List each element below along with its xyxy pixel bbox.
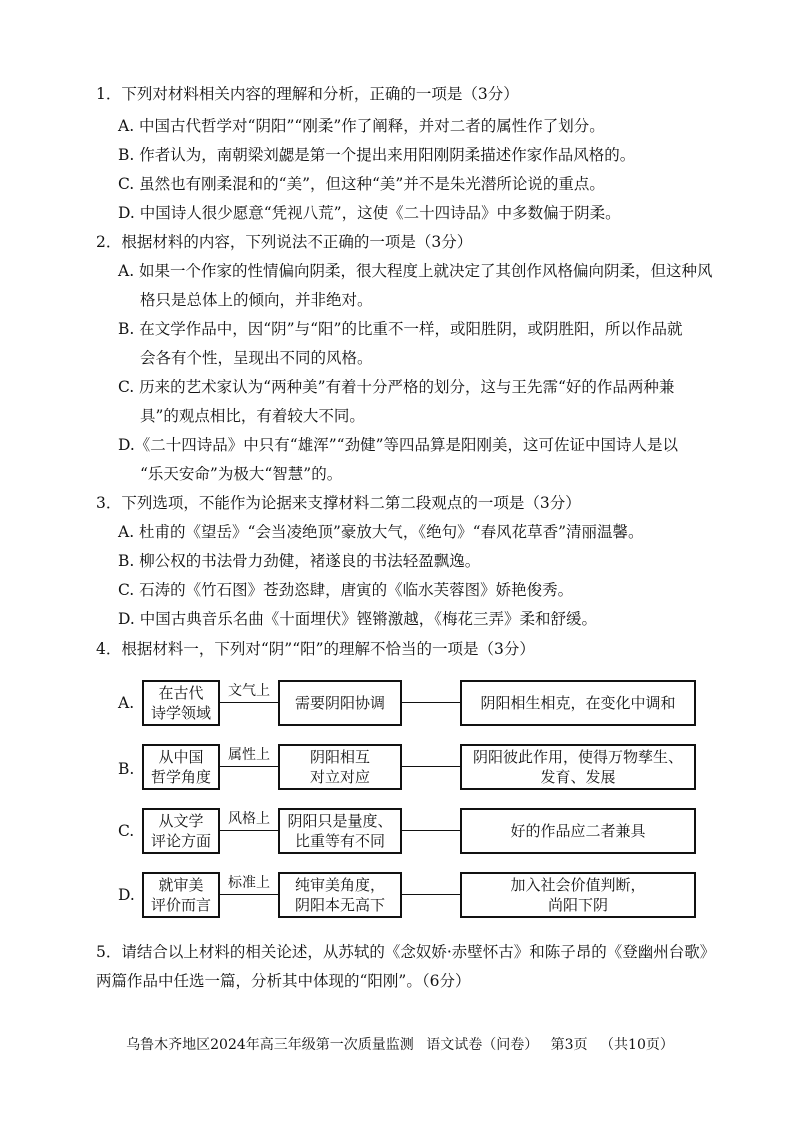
q4-row-d-explanation-box [460,872,696,918]
q1-option-d: D. 中国诗人很少愿意“凭视八荒”，这使《二十四诗品》中多数偏于阴柔。 [118,204,621,222]
q4-row-d-connector-2 [402,894,460,895]
q4-row-c-letter: C. [118,822,135,840]
footer-exam-title: 乌鲁木齐地区2024年高三年级第一次质量监测 [126,1037,414,1053]
q4-row-b-explanation-line1: 阴阳彼此作用，使得万物孳生、 [472,748,683,766]
footer-total-pages: （共10页） [600,1037,674,1053]
q4-row-d-aspect-label: 标准上 [228,875,270,891]
q4-row-b-subject-line1: 从中国 [158,748,204,766]
q4-row-b-connector-2 [402,766,460,767]
q4-row-c-aspect-label: 风格上 [228,811,270,827]
q4-stem: 4．根据材料一，下列对“阴”“阳”的理解不恰当的一项是（3分） [96,640,535,658]
q4-row-c-connector-2 [402,830,460,831]
q1-option-c: C. 虽然也有刚柔混和的“美”，但这种“美”并不是朱光潜所论说的重点。 [118,175,605,193]
q4-row-c-claim-line1: 阴阳只是量度、 [287,812,393,830]
q1-option-a: A. 中国古代哲学对“阴阳”“刚柔”作了阐释，并对二者的属性作了划分。 [118,117,605,135]
q4-row-a-explanation-box [460,680,696,726]
q2-option-b-line2: 会各有个性，呈现出不同的风格。 [140,349,373,367]
q2-option-c-line2: 具”的观点相比，有着较大不同。 [140,407,365,425]
q4-row-b-letter: B. [118,760,135,778]
q4-row-c-subject-box [142,808,220,854]
q3-stem: 3．下列选项，不能作为论据来支撑材料二第二段观点的一项是（3分） [96,494,581,512]
q4-row-d-explanation-line1: 加入社会价值判断， [510,876,646,894]
q4-row-b-connector-1 [220,766,278,767]
footer-subject: 语文试卷（问卷） [426,1037,539,1053]
page-footer [0,1036,800,1054]
q4-row-d-claim-line1: 纯审美角度， [294,876,385,894]
q4-row-b-claim-line1: 阴阳相互 [309,748,370,766]
q1-stem: 1．下列对材料相关内容的理解和分析，正确的一项是（3分） [96,85,519,103]
q4-row-d-connector-1 [220,894,278,895]
q2-option-b-line1: B. 在文学作品中，因“阴”与“阳”的比重不一样，或阳胜阴，或阴胜阳，所以作品就 [118,320,683,338]
q4-row-d-subject-line1: 就审美 [158,876,204,894]
q4-row-b-subject-box [142,744,220,790]
q4-row-a-connector-2 [402,702,460,703]
q4-row-b-explanation-box [460,744,696,790]
q4-row-b-claim-line2: 对立对应 [309,768,370,786]
q4-row-c-subject-line1: 从文学 [158,812,204,830]
q5-line1: 5．请结合以上材料的相关论述，从苏轼的《念奴娇·赤壁怀古》和陈子昂的《登幽州台歌》 [96,943,716,961]
q4-row-b-explanation-line2: 发育、发展 [540,768,616,786]
q4-row-a-claim-box [278,680,402,726]
q4-row-a-subject-line2: 诗学领域 [150,704,211,722]
q3-option-c: C. 石涛的《竹石图》苍劲恣肆，唐寅的《临水芙蓉图》娇艳俊秀。 [118,581,574,599]
q2-option-d-line2: “乐天安命”为极大“智慧”的。 [140,465,343,483]
q2-option-c-line1: C. 历来的艺术家认为“两种美”有着十分严格的划分，这与王先霈“好的作品两种兼 [118,378,675,396]
q4-row-a-connector-1 [220,702,278,703]
q4-row-c-claim-line2: 比重等有不同 [294,832,385,850]
q2-option-d-line1: D.《二十四诗品》中只有“雄浑”“劲健”等四品算是阳刚美，这可佐证中国诗人是以 [118,436,679,454]
q4-row-a-claim-line1: 需要阴阳协调 [294,694,385,712]
q4-row-b-aspect-label: 属性上 [228,747,270,763]
q4-row-b-claim-box [278,744,402,790]
q4-row-d-subject-box [142,872,220,918]
q4-row-a-letter: A. [118,694,135,712]
q1-option-b: B. 作者认为，南朝梁刘勰是第一个提出来用阳刚阴柔描述作家作品风格的。 [118,146,636,164]
q4-row-b-subject-line2: 哲学角度 [150,768,211,786]
q4-row-a-explanation-line1: 阴阳相生相克，在变化中调和 [480,694,676,712]
q4-row-c-explanation-line1: 好的作品应二者兼具 [510,822,646,840]
footer-page-number: 第3页 [550,1037,588,1053]
q2-option-a-line1: A. 如果一个作家的性情偏向阴柔，很大程度上就决定了其创作风格偏向阴柔，但这种风 [118,262,713,280]
q2-option-a-line2: 格只是总体上的倾向，并非绝对。 [140,291,373,309]
q4-row-d-subject-line2: 评价而言 [150,896,211,914]
q4-row-a-aspect-label: 文气上 [228,683,270,699]
q4-row-d-claim-line2: 阴阳本无高下 [294,896,385,914]
q4-row-a-subject-box [142,680,220,726]
q3-option-b: B. 柳公权的书法骨力劲健，褚遂良的书法轻盈飘逸。 [118,552,481,570]
q4-row-c-subject-line2: 评论方面 [150,832,211,850]
q2-stem: 2．根据材料的内容，下列说法不正确的一项是（3分） [96,233,473,251]
q4-row-c-connector-1 [220,830,278,831]
q4-row-c-claim-box [278,808,402,854]
q3-option-d: D. 中国古典音乐名曲《十面埋伏》铿锵激越，《梅花三弄》柔和舒缓。 [118,610,597,628]
q3-option-a: A. 杜甫的《望岳》“会当凌绝顶”豪放大气，《绝句》“春风花草香”清丽温馨。 [118,523,644,541]
q5-line2: 两篇作品中任选一篇，分析其中体现的“阳刚”。（6分） [96,972,471,990]
q4-row-d-claim-box [278,872,402,918]
q4-row-d-letter: D. [118,886,135,904]
q4-row-a-subject-line1: 在古代 [158,684,204,702]
q4-row-c-explanation-box [460,808,696,854]
q4-row-d-explanation-line2: 尚阳下阴 [547,896,608,914]
